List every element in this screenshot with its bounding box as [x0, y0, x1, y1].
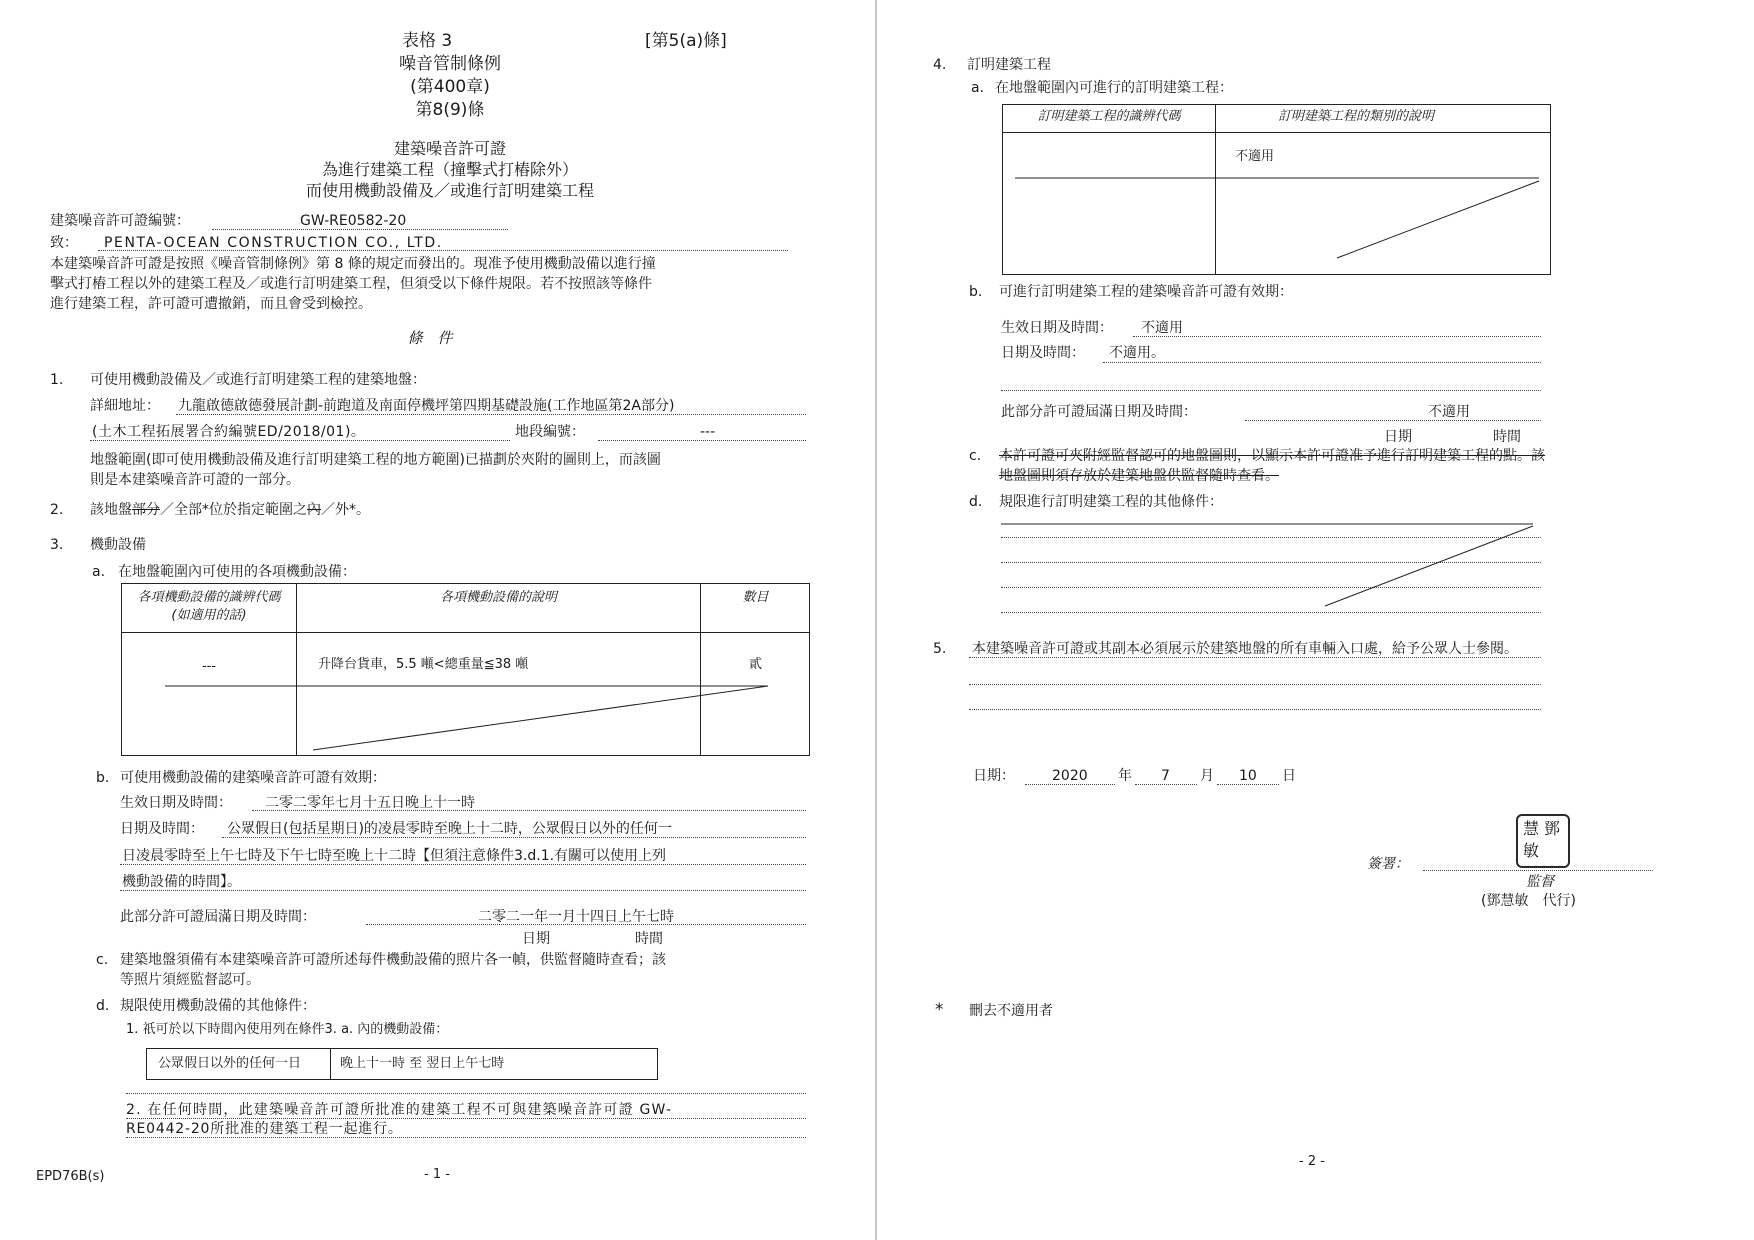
pcw-expiry-label: 此部分許可證屆滿日期及時間：: [1001, 404, 1197, 420]
condition-4c-line-2: 地盤圖則須存放於建築地盤供監督隨時查看。: [999, 468, 1279, 484]
permit-number-label: 建築噪音許可證編號：: [50, 213, 190, 229]
intro-line-3: 進行建築工程，許可證可遭撤銷，而且會受到檢控。: [50, 296, 372, 312]
pme-row-quantity: 貳: [748, 657, 762, 672]
pme-datetime-line-1: [222, 837, 806, 838]
issue-month-line: [1135, 784, 1197, 785]
condition-3a-label: a.: [92, 564, 106, 580]
permit-subtitle-2: 而使用機動設備及／或進行訂明建築工程: [305, 181, 594, 200]
pme-expiry-label: 此部分許可證屆滿日期及時間：: [120, 909, 316, 925]
condition-3-number: 3.: [50, 537, 64, 553]
signature-label: 簽署：: [1367, 856, 1409, 872]
section-reference: [第5(a)條]: [645, 31, 727, 51]
issue-year-line: [1025, 784, 1115, 785]
intro-line-2: 擊式打樁工程以外的建築工程及／或進行訂明建築工程，但須受以下條件規限。若不按照該等條件: [50, 276, 652, 292]
pme-datetime-line-3: [120, 890, 806, 891]
condition-1-number: 1.: [50, 372, 64, 388]
address-label: 詳細地址：: [90, 398, 160, 414]
pme-datetime-value-2: 日凌晨零時至上午七時及下午七時至晚上十二時【但須注意條件3.d.1.有關可以使用上列: [122, 848, 667, 864]
restricted-hours-col-divider: [330, 1048, 331, 1080]
ordinance-title: 噪音管制條例: [399, 54, 501, 74]
pme-date-caption: 日期: [522, 931, 550, 947]
condition-5-line-3: [969, 709, 1541, 710]
addressee-value: PENTA-OCEAN CONSTRUCTION CO., LTD.: [104, 235, 443, 251]
condition-4a-label: a.: [971, 80, 985, 96]
pme-row-description: 升降台貨車，5.5 噸<總重量≦38 噸: [318, 657, 529, 672]
footnote-text: 刪去不適用者: [969, 1003, 1053, 1019]
form-number: 表格 3: [402, 31, 453, 51]
condition-3d1-text: 1. 祇可於以下時間內使用列在條件3. a. 內的機動設備：: [126, 1022, 449, 1037]
condition-2-number: 2.: [50, 502, 64, 518]
signatory-name: (鄧慧敏 代行): [1481, 893, 1576, 909]
pcw-row-description: 不適用: [1235, 149, 1275, 164]
official-seal: 慧 鄧 敏: [1516, 814, 1570, 868]
condition-3d2-line-1-text: 2. 在任何時間，此建築噪音許可證所批准的建築工程不可與建築噪音許可證 GW-: [126, 1102, 673, 1118]
pme-time-caption: 時間: [635, 931, 663, 947]
pme-effective-value: 二零二零年七月十五日晚上十一時: [265, 795, 475, 811]
chapter-number: (第400章): [410, 77, 490, 97]
lot-number-value: ---: [700, 424, 716, 440]
pcw-time-caption: 時間: [1493, 429, 1521, 445]
pme-header-description: 各項機動設備的說明: [439, 590, 557, 605]
pme-effective-label: 生效日期及時間：: [120, 795, 232, 811]
pme-header-code-note: (如適用的話): [171, 608, 247, 623]
permit-number-value: GW-RE0582-20: [300, 213, 407, 229]
page-number-1: - 1 -: [424, 1167, 450, 1182]
pcw-header-code: 訂明建築工程的識辨代碼: [1037, 109, 1181, 124]
address-value-1: 九龍啟德啟德發展計劃-前跑道及南面停機坪第四期基礎設施(工作地區第2A部分): [178, 398, 675, 414]
page-number-2: - 2 -: [1299, 1154, 1325, 1169]
condition-3d2-line-1: [126, 1118, 806, 1119]
pcw-date-caption: 日期: [1384, 429, 1412, 445]
lot-number-label: 地段編號：: [515, 424, 585, 440]
addressee-label: 致：: [50, 235, 78, 251]
condition-5-number: 5.: [933, 641, 947, 657]
footnote-star: *: [935, 1000, 944, 1020]
condition-3d-label: d.: [96, 998, 110, 1014]
condition-4d-text: 規限進行訂明建築工程的其他條件：: [999, 494, 1223, 510]
condition-4-text: 訂明建築工程: [967, 57, 1051, 73]
issue-date-label: 日期：: [973, 768, 1015, 784]
intro-line-1: 本建築噪音許可證是按照《噪音管制條例》第 8 條的規定而發出的。現准予使用機動設備以進行撞: [50, 256, 656, 272]
condition-5-line-2: [969, 684, 1541, 685]
signature-line: [1423, 870, 1653, 871]
restricted-hours-days: 公眾假日以外的任何一日: [158, 1056, 302, 1071]
pme-row-code: ---: [201, 659, 217, 674]
authority-title: 監督: [1526, 874, 1554, 890]
condition-4c-label: c.: [969, 448, 982, 464]
form-code: EPD76B(s): [36, 1169, 105, 1184]
condition-5-text: 本建築噪音許可證或其副本必須展示於建築地盤的所有車輛入口處，給予公眾人士參閱。: [972, 641, 1518, 657]
condition-3b-text: 可使用機動設備的建築噪音許可證有效期：: [120, 770, 386, 786]
permit-subtitle-1: 為進行建築工程（撞擊式打樁除外）: [321, 160, 578, 179]
condition-3c-line-2: 等照片須經監督認可。: [120, 972, 260, 988]
condition-5-line-1: [969, 657, 1541, 658]
pme-datetime-value-1: 公眾假日(包括星期日)的凌晨零時至晚上十二時，公眾假日以外的任何一: [227, 821, 672, 837]
issue-month: 7: [1161, 768, 1170, 784]
condition-4c-line-1: 本許可證可夾附經監督認可的地盤圖則，以顯示本許可證准予進行訂明建築工程的點。該: [999, 448, 1545, 464]
page-1: [0, 0, 875, 1240]
pcw-effective-value: 不適用: [1141, 320, 1183, 336]
condition-4a-text: 在地盤範圍內可進行的訂明建築工程：: [995, 80, 1233, 96]
permit-title: 建築噪音許可證: [393, 139, 506, 158]
condition-1-text: 可使用機動設備及／或進行訂明建築工程的建築地盤：: [90, 372, 426, 388]
issue-day: 10: [1239, 768, 1257, 784]
pme-expiry-value: 二零二一年一月十四日上午七時: [478, 909, 674, 925]
issue-day-line: [1217, 784, 1279, 785]
month-char: 月: [1200, 768, 1214, 784]
condition-3d2-line-2: [126, 1137, 806, 1138]
pcw-datetime-label: 日期及時間：: [1001, 345, 1085, 361]
pme-datetime-line-2: [120, 864, 806, 865]
condition-3-text: 機動設備: [90, 537, 146, 553]
restricted-hours-times: 晚上十一時 至 翌日上午七時: [340, 1056, 505, 1071]
pcw-header-description: 訂明建築工程的類別的說明: [1277, 109, 1434, 124]
year-char: 年: [1118, 768, 1132, 784]
pcw-datetime-value: 不適用。: [1109, 345, 1165, 361]
address-value-2: (土木工程拓展署合約編號ED/2018/01)。: [92, 424, 366, 440]
condition-2-text: 該地盤部分／全部*位於指定範圍之內／外*。: [90, 502, 370, 518]
conditions-heading: 條 件: [407, 329, 453, 347]
condition-4-number: 4.: [933, 57, 947, 73]
condition-3c-line-1: 建築地盤須備有本建築噪音許可證所述每件機動設備的照片各一幀，供監督隨時查看；該: [120, 952, 666, 968]
pme-header-quantity: 數目: [742, 590, 769, 605]
section-number: 第8(9)條: [415, 100, 485, 120]
condition-4b-label: b.: [969, 284, 983, 300]
pme-header-code: 各項機動設備的識辨代碼: [137, 590, 281, 605]
condition-3b-label: b.: [96, 770, 110, 786]
condition-4b-text: 可進行訂明建築工程的建築噪音許可證有效期：: [999, 284, 1293, 300]
site-area-line-1: 地盤範圍(即可使用機動設備及進行訂明建築工程的地方範圍)已描劃於夾附的圖則上，而該圖: [90, 452, 661, 468]
pcw-effective-label: 生效日期及時間：: [1001, 320, 1113, 336]
condition-4d-label: d.: [969, 494, 983, 510]
condition-3d2-line-2-text: RE0442-20所批准的建築工程一起進行。: [126, 1121, 403, 1137]
condition-3c-label: c.: [96, 952, 109, 968]
pme-datetime-value-3: 機動設備的時間】。: [122, 874, 241, 890]
condition-3d-blank-line: [126, 1093, 806, 1094]
page-2: [877, 0, 1754, 1240]
condition-3d-text: 規限使用機動設備的其他條件：: [120, 998, 316, 1014]
day-char: 日: [1282, 768, 1296, 784]
condition-4d-cancel-stroke: [877, 0, 1754, 1240]
issue-year: 2020: [1052, 768, 1088, 784]
pcw-expiry-value: 不適用: [1428, 404, 1470, 420]
site-area-line-2: 則是本建築噪音許可證的一部分。: [90, 472, 300, 488]
pme-datetime-label: 日期及時間：: [120, 821, 204, 837]
condition-3a-text: 在地盤範圍內可使用的各項機動設備：: [118, 564, 356, 580]
